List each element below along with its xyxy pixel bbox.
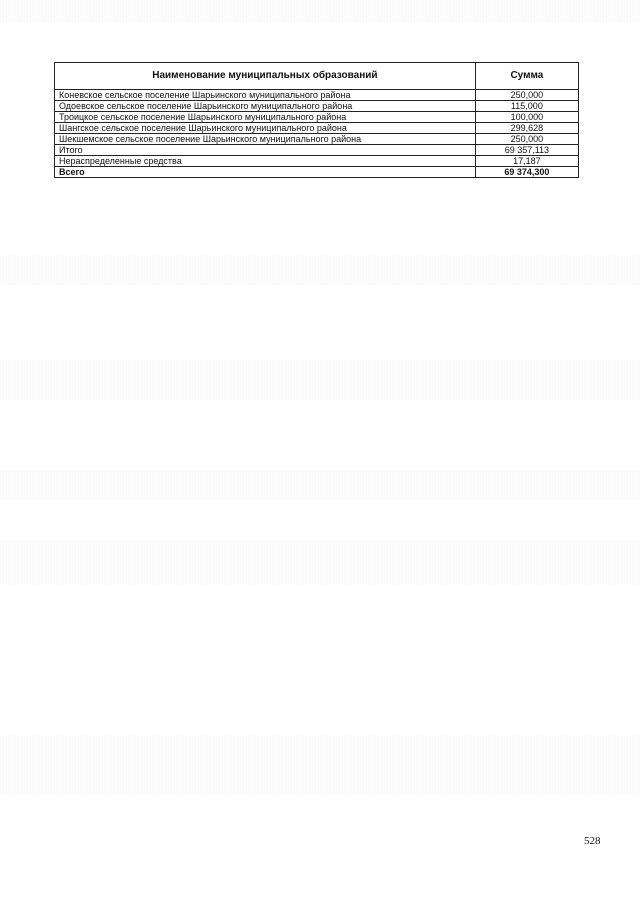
table-row	[55, 112, 579, 123]
row-name: Троицкое сельское поселение Шарьинского муниципального района	[55, 112, 476, 123]
row-sum: 299,628	[475, 123, 578, 134]
row-sum: 100,000	[475, 112, 578, 123]
scan-noise	[0, 735, 640, 795]
table-row	[55, 134, 579, 145]
table-row-total	[55, 167, 579, 178]
scan-noise	[0, 470, 640, 500]
row-sum: 250,000	[475, 134, 578, 145]
row-name: Коневское сельское поселение Шарьинского муниципального района	[55, 90, 476, 101]
table-row	[55, 101, 579, 112]
row-sum: 250,000	[475, 90, 578, 101]
row-sum: 69 357,113	[475, 145, 578, 156]
row-name: Итого	[55, 145, 476, 156]
page-number: 528	[584, 835, 601, 847]
table-row	[55, 123, 579, 134]
row-sum: 115,000	[475, 101, 578, 112]
table-row-subtotal	[55, 145, 579, 156]
scan-noise	[0, 0, 640, 22]
header-sum: Сумма	[475, 63, 578, 90]
row-sum: 69 374,300	[475, 167, 578, 178]
row-name: Шекшемское сельское поселение Шарьинского муниципального района	[55, 134, 476, 145]
scan-noise	[0, 540, 640, 585]
header-municipality-name: Наименование муниципальных образований	[55, 63, 476, 90]
table-header-row	[55, 63, 579, 90]
scan-noise	[0, 360, 640, 400]
row-name: Одоевское сельское поселение Шарьинского муниципального района	[55, 101, 476, 112]
row-sum: 17,187	[475, 156, 578, 167]
allocation-table-container	[54, 62, 579, 178]
scan-noise	[0, 255, 640, 285]
row-name: Шангское сельское поселение Шарьинского муниципального района	[55, 123, 476, 134]
row-name: Нераспределенные средства	[55, 156, 476, 167]
allocation-table	[54, 62, 579, 178]
table-row-unallocated	[55, 156, 579, 167]
row-name: Всего	[55, 167, 476, 178]
table-row	[55, 90, 579, 101]
